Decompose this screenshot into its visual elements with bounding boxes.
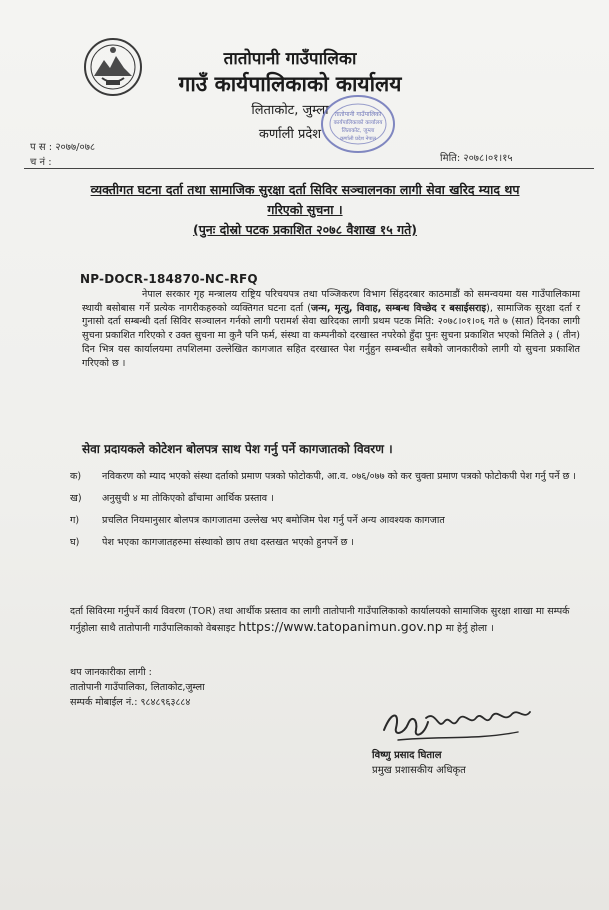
body-bold-events: जन्म, मृत्यु, विवाह, सम्बन्ध विच्छेद र बसाईसराइ [310, 302, 487, 314]
contact-phone: सम्पर्क मोबाईल नं.: ९८४८९६३८८४ [70, 697, 191, 708]
signatory-title: प्रमुख प्रशासकीय अधिकृत [372, 765, 466, 776]
list-item [70, 492, 582, 506]
list-marker: ग) [70, 515, 80, 526]
contact-heading: थप जानकारीका लागी : [70, 667, 152, 678]
closing-paragraph [70, 604, 582, 636]
section-heading: सेवा प्रदायकले कोटेशन बोलपत्र साथ पेश गर्नु पर्ने कागजातको विवरण । [82, 442, 393, 456]
list-item [70, 536, 582, 550]
list-item-text: प्रचलित नियमानुसार बोलपत्र कागजातमा उल्लेख भए बमोजिम पेश गर्नु पर्ने अन्य आवश्यक कागजात [102, 515, 445, 526]
office-stamp-icon [318, 92, 398, 156]
signatory-name: विष्णु प्रसाद घिताल [372, 750, 442, 761]
contact-address: तातोपानी गाउँपालिका, लिताकोट,जुम्ला [70, 682, 205, 693]
municipality-name: तातोपानी गाउँपालिका [223, 49, 357, 69]
notice-date: मिति: २०७८।०१।१५ [440, 153, 513, 164]
title-line-2: गरिएको सुचना । [267, 202, 343, 217]
office-name: गाउँ कार्यपालिकाको कार्यालय [178, 72, 402, 96]
reference-code: NP-DOCR-184870-NC-RFQ [80, 272, 258, 286]
list-marker: घ) [70, 537, 80, 548]
list-marker: क) [70, 471, 82, 482]
reference-cn: च नं : [30, 157, 52, 168]
list-marker: ख) [70, 493, 82, 504]
svg-text:लिताकोट, जुम्ला: लिताकोट, जुम्ला [341, 128, 375, 134]
contact-info [70, 665, 205, 710]
list-item [70, 470, 582, 484]
svg-text:कार्यपालिकाको कार्यालय: कार्यपालिकाको कार्यालय [333, 120, 383, 126]
province-name: कर्णाली प्रदेश [258, 127, 322, 142]
svg-text:तातोपानी गाउँपालिका: तातोपानी गाउँपालिका [334, 111, 382, 118]
list-item-text: पेश भएका कागजातहरुमा संस्थाको छाप तथा दस्तखत भएको हुनपर्ने छ । [102, 537, 355, 548]
header-divider [24, 168, 594, 169]
notice-body [82, 288, 580, 370]
list-item-text: नविकरण को म्याद भएको संस्था दर्ताको प्रमाण पत्रको फोटोकपी, आ.व. ०७६/०७७ को कर चुक्ता प्रमाण पत्रको फोटोकपी पेश गर्नु पर्ने छ । [102, 471, 577, 482]
nepal-emblem-icon [82, 36, 144, 98]
body-part-1: नेपाल सरकार गृह मन्त्रालय राष्ट्रिय परिचयपत्र तथा पञ्जिकरण विभाग सिंहदरबार काठमाडौं को समन्वयमा यस गाउँपालिकामा स्थायी बसोबास गर्ने प्रत्येक नागरीकहरुको व्यक्तिगत घटना दर्ता ( [82, 289, 580, 314]
handwritten-signature-icon [378, 700, 538, 748]
signatory [372, 748, 466, 778]
body-part-2: ), सामाजिक सुरक्षा दर्ता र गुनासो दर्ता सम्बन्धी दर्ता सिविर सञ्चालन गर्नको लागी परामर्श सेवा खरिदका लागी प्रथम पटक मिति: २०७८।०१।०६ गते ७ (सात) दिनका लागी सुचना प्रकाशित गरिएको र उक्त सुचना मा कुनै पनि फर्म, संस्था वा कम्पनीको दरखास्त नपरेको हुँदा पुनः सुचना प्रकाशित भएको मितिले ३ ( तीन) दिन भित्र यस कार्यालयमा तपशिलमा उल्लेखित कागजात सहित दरखास्त पेश गर्नुहुन सम्बन्धीत सबैको जानकारीको लागी यो सुचना प्रकाशित गरिएको छ । [82, 302, 581, 369]
title-line-3: (पुनः दोस्रो पटक प्रकाशित २०७८ वैशाख १५ गते) [192, 222, 418, 237]
list-item-text: अनुसुची ४ मा तोकिएको ढाँचामा आर्थिक प्रस्ताव । [102, 493, 274, 504]
reference-ps: प स : २०७७/०७८ [30, 142, 96, 153]
office-location: लिताकोट, जुम्ला [251, 103, 329, 118]
closing-text-2: मा हेर्नु होला । [442, 623, 494, 634]
document-list [70, 470, 582, 558]
website-link[interactable]: https://www.tatopanimun.gov.np [238, 619, 443, 634]
notice-title [30, 180, 580, 240]
svg-text:कर्णाली प्रदेश नेपाल: कर्णाली प्रदेश नेपाल [340, 136, 376, 142]
closing-text-1: दर्ता सिविरमा गर्नुपर्ने कार्य विवरण (TOR) तथा आर्थीक प्रस्ताव का लागी तातोपानी गाउँपालिकाको कार्यालयको सामाजिक सुरक्षा शाखा मा सम्पर्क गर्नुहोला साथै तातोपानी गाउँपालिकाको वेबसाइट [70, 606, 570, 634]
reference-numbers [30, 140, 95, 170]
title-line-1: व्यक्तीगत घटना दर्ता तथा सामाजिक सुरक्षा दर्ता सिविर सञ्चालनका लागी सेवा खरिद म्याद थप [90, 182, 520, 197]
list-item [70, 514, 582, 528]
